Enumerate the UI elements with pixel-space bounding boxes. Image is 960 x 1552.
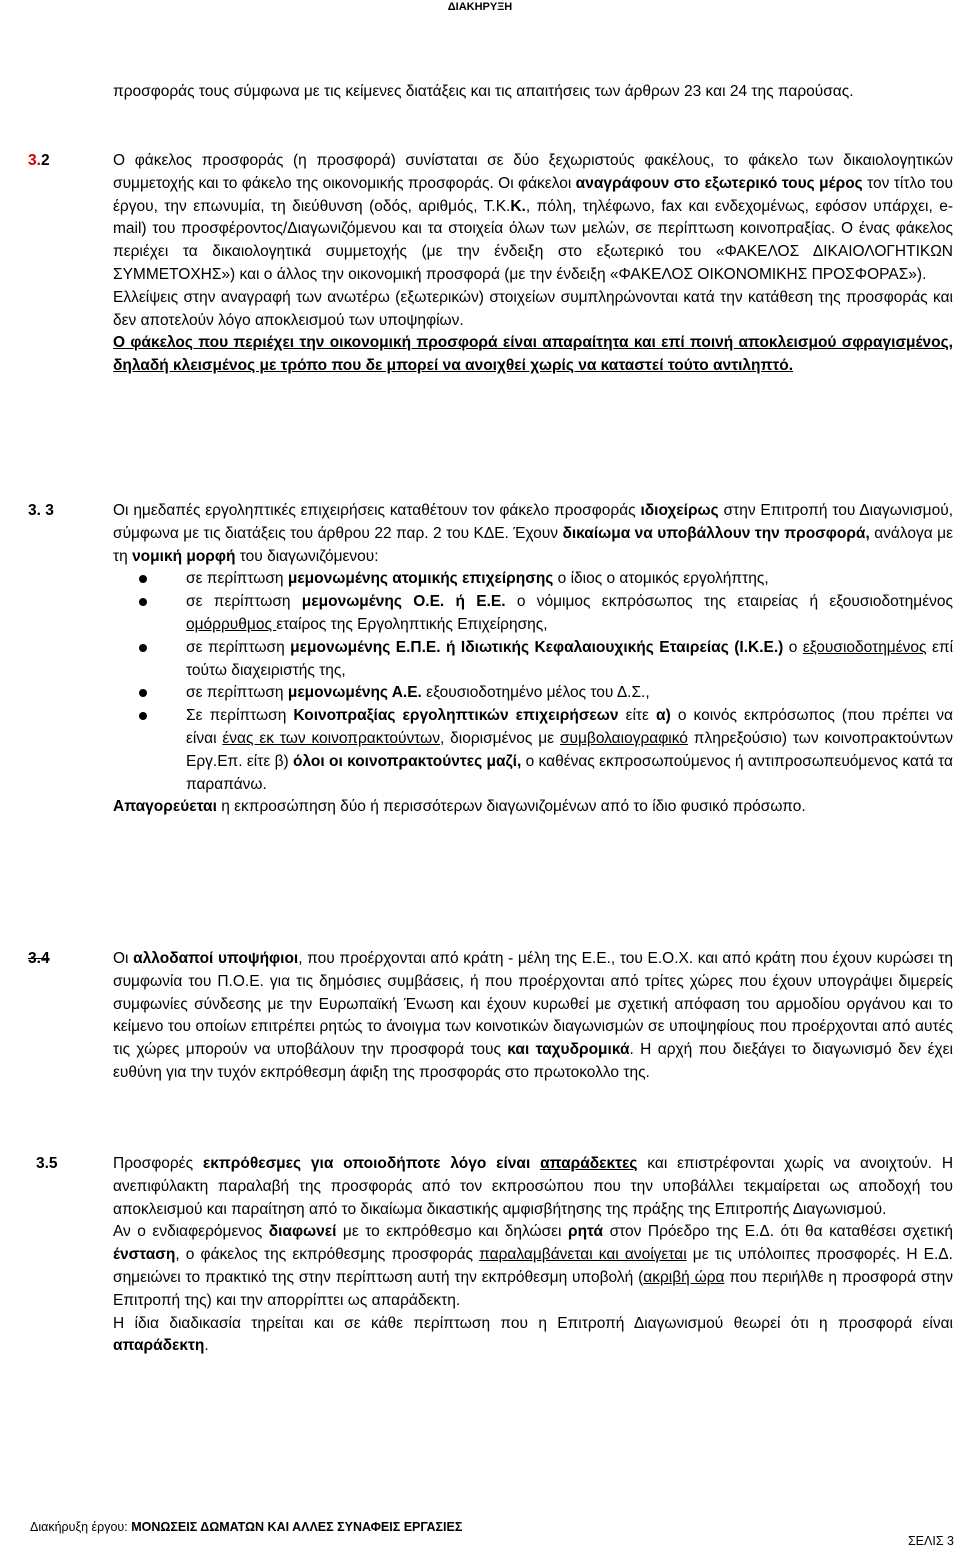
list-item: σε περίπτωση μεμονωμένης Ε.Π.Ε. ή Ιδιωτικής Κεφαλαιουχικής Εταιρείας (Ι.Κ.Ε.) ο εξουσιοδοτημένος επί τούτω διαχειριστής της, [113, 637, 953, 683]
section-3-3-prohibition: Απαγορεύεται η εκπροσώπηση δύο ή περισσότερων διαγωνιζομένων από το ίδιο φυσικό πρόσωπο. [113, 798, 806, 816]
bullet-icon [139, 598, 147, 606]
list-item: Σε περίπτωση Κοινοπραξίας εργοληπτικών επιχειρήσεων είτε α) ο κοινός εκπρόσωπος (που πρέπει να είναι ένας εκ των κοινοπρακτούντων, διορισμένος με συμβολαιογραφικό πληρεξούσιο) των κοινοπρακτούντων Εργ.Επ. είτε β) όλοι οι κοινοπρακτούντες μαζί, ο καθένας εκπροσωπούμενος ή αντιπροσωπευόμενος κατά τα παραπάνω. [113, 705, 953, 796]
participant-forms-list [113, 568, 953, 796]
footer-label: Διακήρυξη έργου: [30, 1520, 132, 1534]
section-3-5-body [113, 1153, 953, 1358]
section-3-3-para-1: Οι ημεδαπές εργοληπτικές επιχειρήσεις καταθέτουν τον φάκελο προσφοράς ιδιοχείρως στην Επιτροπή του Διαγωνισμού, σύμφωνα με τις διατάξεις του άρθρου 22 παρ. 2 του ΚΔΕ. Έχουν δικαίωμα να υποβάλλουν την προσφορά, ανάλογα με τη νομική μορφή του διαγωνιζόμενου: [113, 502, 954, 565]
section-3-5-para-1: Προσφορές εκπρόθεσμες για οποιοδήποτε λόγο είναι απαράδεκτες και επιστρέφονται χωρίς να ανοιχτούν. Η ανεπιφύλακτη παραλαβή της προσφοράς από τον εκπροσώπου που την υποβάλλει τεκμαίρεται ως αποδοχή του αποκλεισμού και παραίτηση από το δικαίωμα δικαστικής αμφισβήτησης της πράξης της Επιτροπής Διαγωνισμού. [113, 1155, 954, 1218]
intro-text: προσφοράς τους σύμφωνα με τις κείμενες διατάξεις και τις απαιτήσεις των άρθρων 23 και 24 της παρούσας. [113, 83, 854, 100]
page-header-title: ΔΙΑΚΗΡΥΞΗ [447, 1, 513, 13]
section-3-3-number: 3. 3 [28, 502, 54, 519]
page-footer [30, 1519, 462, 1535]
section-3-2-number: 3.2 [28, 152, 50, 169]
page-number: ΣΕΛΙΣ 3 [907, 1534, 954, 1548]
section-3-2-para-1: Ο φάκελος προσφοράς (η προσφορά) συνίσταται σε δύο ξεχωριστούς φακέλους, το φάκελο των δικαιολογητικών συμμετοχής και το φάκελο της οικονομικής προσφοράς. Οι φάκελοι αναγράφουν στο εξωτερικό τους μέρος τον τίτλο του έργου, την επωνυμία, τη διεύθυνση (οδός, αριθμός, Τ.Κ.Κ., πόλη, τηλέφωνο, fax και ενδεχομένως, εφόσον υπάρχει, e-mail) του προσφέροντος/Διαγωνιζόμενου και τα στοιχεία όλων των μελών, σε περίπτωση κοινοπραξίας. Ο ένας φάκελος περιέχει τα δικαιολογητικά συμμετοχής (με την ένδειξη στο εξωτερικό του «ΦΑΚΕΛΟΣ ΔΙΚΑΙΟΛΟΓΗΤΙΚΩΝ ΣΥΜΜΕΤΟΧΗΣ») και ο άλλος την οικονομική προσφορά (με την ένδειξη «ΦΑΚΕΛΟΣ ΟΙΚΟΝΟΜΙΚΗΣ ΠΡΟΣΦΟΡΑΣ»). [113, 152, 953, 283]
bullet-icon [139, 644, 147, 652]
section-3-2-para-3: Ο φάκελος που περιέχει την οικονομική προσφορά είναι απαραίτητα και επί ποινή αποκλεισμού σφραγισμένος, δηλαδή κλεισμένος με τρόπο που δε μπορεί να ανοιχθεί χωρίς να καταστεί τούτο αντιληπτό. [113, 334, 953, 375]
section-3-3-body [113, 500, 953, 819]
section-3-2-body [113, 150, 953, 378]
section-3-4-body [113, 948, 953, 1085]
footer-project-title: ΜΟΝΩΣΕΙΣ ΔΩΜΑΤΩΝ ΚΑΙ ΑΛΛΕΣ ΣΥΝΑΦΕΙΣ ΕΡΓΑΣΙΕΣ [131, 1520, 463, 1534]
section-3-2-para-2: Ελλείψεις στην αναγραφή των ανωτέρω (εξωτερικών) στοιχείων συμπληρώνονται κατά την κατάθεση της προσφοράς και δεν αποτελούν λόγο αποκλεισμού των υποψηφίων. [113, 288, 953, 329]
list-item: σε περίπτωση μεμονωμένης Ο.Ε. ή Ε.Ε. ο νόμιμος εκπρόσωπος της εταιρείας ή εξουσιοδοτημένος ομόρρυθμος εταίρος της Εργοληπτικής Επιχείρησης, [113, 591, 953, 637]
intro-paragraph [113, 81, 953, 104]
bullet-icon [139, 689, 147, 697]
list-item: σε περίπτωση μεμονωμένης Α.Ε. εξουσιοδοτημένο μέλος του Δ.Σ., [113, 682, 953, 705]
section-3-5-number: 3.5 [36, 1155, 58, 1172]
section-3-4-number: 3.4 [28, 950, 50, 967]
bullet-icon [139, 712, 147, 720]
section-3-4-para-1: Οι αλλοδαποί υποψήφιοι, που προέρχονται από κράτη - μέλη της Ε.Ε., του Ε.Ο.Χ. και από κράτη που έχουν κυρώσει τη συμφωνία του Π.Ο.Ε. για τις δημόσιες συμβάσεις, ή που προέρχονται από τρίτες χώρες που έχουν υπογράψει διμερείς συμφωνίες σύνδεσης με την Ευρωπαϊκή Ένωση και έχουν κυρωθεί με σχετική απόφαση του αρμοδίου οργάνου και το κείμενο του οποίων επιτρέπει ρητώς το άνοιγμα των κοινοτικών διαγωνισμών σε υποψηφίους που προέρχονται από αυτές τις χώρες μπορούν να υποβάλουν την προσφορά τους και ταχυδρομικά. Η αρχή που διεξάγει το διαγωνισμό δεν έχει ευθύνη για την τυχόν εκπρόθεσμη άφιξη της προσφοράς στο πρωτοκολλο της. [113, 950, 954, 1081]
section-3-5-para-2: Αν ο ενδιαφερόμενος διαφωνεί με το εκπρόθεσμο και δηλώσει ρητά στον Πρόεδρο της Ε.Δ. ότι θα καταθέσει σχετική ένσταση, ο φάκελος της εκπρόθεσμης προσφοράς παραλαμβάνεται και ανοίγεται με τις υπόλοιπες προσφορές. Η Ε.Δ. σημειώνει το πρακτικό της στην περίπτωση αυτή την εκπρόθεσμη υποβολή (ακριβή ώρα που περιήλθε η προσφορά στην Επιτροπή της) και την απορρίπτει ως απαράδεκτη. [113, 1223, 953, 1309]
section-3-5-para-3: Η ίδια διαδικασία τηρείται και σε κάθε περίπτωση που η Επιτροπή Διαγωνισμού θεωρεί ότι η προσφορά είναι απαράδεκτη. [113, 1314, 953, 1355]
bullet-icon [139, 575, 147, 583]
list-item: σε περίπτωση μεμονωμένης ατομικής επιχείρησης ο ίδιος ο ατομικός εργολήπτης, [113, 568, 953, 591]
